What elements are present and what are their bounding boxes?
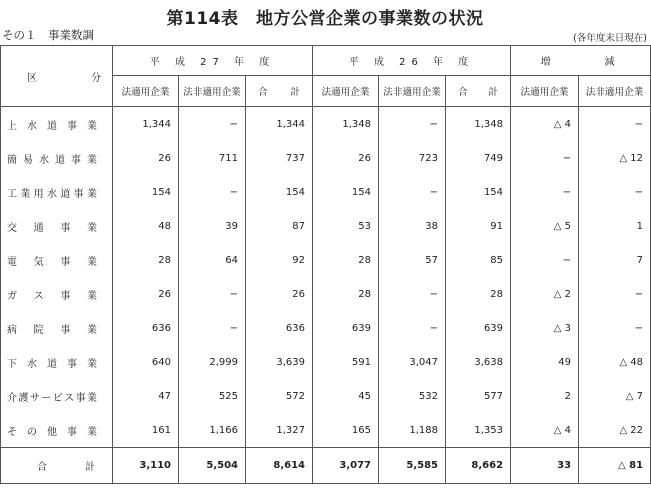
value-cell: 577	[446, 379, 511, 413]
value-cell: 8,662	[446, 448, 511, 484]
row-category: 工業用水道事業	[1, 175, 113, 209]
value-cell: 28	[313, 277, 379, 311]
value-cell: 154	[246, 175, 313, 209]
value-cell: −	[511, 141, 579, 175]
value-cell: 47	[113, 379, 179, 413]
unit-note: (各年度末日現在)	[573, 33, 647, 44]
fy27-total-header: 合 計	[246, 76, 313, 107]
row-category: ガス事業	[1, 277, 113, 311]
table-row	[1, 345, 651, 379]
value-cell: 161	[113, 413, 179, 448]
value-cell: 591	[313, 345, 379, 379]
value-cell: 154	[313, 175, 379, 209]
table-subtitle: その１ 事業数調	[2, 28, 94, 42]
value-cell: 1,344	[246, 107, 313, 142]
category-header: 区 分	[1, 46, 113, 107]
value-cell: 85	[446, 243, 511, 277]
value-cell: △ 7	[579, 379, 651, 413]
value-cell: 26	[113, 277, 179, 311]
value-cell: △ 4	[511, 107, 579, 142]
value-cell: 7	[579, 243, 651, 277]
value-cell: 2	[511, 379, 579, 413]
value-cell: 572	[246, 379, 313, 413]
value-cell: 49	[511, 345, 579, 379]
value-cell: 48	[113, 209, 179, 243]
total-row	[1, 448, 651, 484]
value-cell: −	[379, 107, 446, 142]
value-cell: −	[179, 175, 246, 209]
value-cell: 28	[313, 243, 379, 277]
table-row	[1, 413, 651, 448]
value-cell: −	[579, 175, 651, 209]
table-row	[1, 311, 651, 345]
value-cell: 636	[246, 311, 313, 345]
value-cell: 91	[446, 209, 511, 243]
value-cell: −	[379, 277, 446, 311]
value-cell: 737	[246, 141, 313, 175]
value-cell: 3,047	[379, 345, 446, 379]
change-applied-header: 法適用企業	[511, 76, 579, 107]
value-cell: −	[579, 107, 651, 142]
table-body	[1, 107, 651, 484]
table-row	[1, 277, 651, 311]
value-cell: −	[379, 311, 446, 345]
value-cell: 2,999	[179, 345, 246, 379]
value-cell: △ 48	[579, 345, 651, 379]
value-cell: 1,348	[446, 107, 511, 142]
value-cell: 154	[113, 175, 179, 209]
value-cell: 1	[579, 209, 651, 243]
value-cell: 28	[446, 277, 511, 311]
value-cell: 636	[113, 311, 179, 345]
value-cell: 87	[246, 209, 313, 243]
value-cell: 525	[179, 379, 246, 413]
value-cell: △ 4	[511, 413, 579, 448]
table-row	[1, 209, 651, 243]
value-cell: △ 81	[579, 448, 651, 484]
value-cell: 1,188	[379, 413, 446, 448]
value-cell: −	[511, 175, 579, 209]
value-cell: 26	[113, 141, 179, 175]
value-cell: 5,504	[179, 448, 246, 484]
value-cell: −	[179, 107, 246, 142]
value-cell: 1,348	[313, 107, 379, 142]
row-category: 介護サービス事業	[1, 379, 113, 413]
value-cell: 1,344	[113, 107, 179, 142]
row-category: 電気事業	[1, 243, 113, 277]
row-category: その他事業	[1, 413, 113, 448]
value-cell: 639	[446, 311, 511, 345]
fy27-header: 平 成 27 年 度	[113, 46, 313, 76]
table-row	[1, 141, 651, 175]
value-cell: 532	[379, 379, 446, 413]
value-cell: 154	[446, 175, 511, 209]
value-cell: 165	[313, 413, 379, 448]
value-cell: 749	[446, 141, 511, 175]
value-cell: 3,639	[246, 345, 313, 379]
value-cell: 26	[246, 277, 313, 311]
value-cell: −	[179, 277, 246, 311]
fy27-applied-header: 法適用企業	[113, 76, 179, 107]
value-cell: 45	[313, 379, 379, 413]
business-count-table	[0, 45, 651, 484]
value-cell: −	[579, 311, 651, 345]
value-cell: 3,077	[313, 448, 379, 484]
value-cell: △ 22	[579, 413, 651, 448]
page-title: 第114表 地方公営企業の事業数の状況	[166, 9, 484, 29]
value-cell: 28	[113, 243, 179, 277]
change-header: 増 減	[511, 46, 651, 76]
value-cell: 3,638	[446, 345, 511, 379]
table-row	[1, 243, 651, 277]
value-cell: 53	[313, 209, 379, 243]
value-cell: 723	[379, 141, 446, 175]
value-cell: △ 2	[511, 277, 579, 311]
fy26-total-header: 合 計	[446, 76, 511, 107]
row-category: 上水道事業	[1, 107, 113, 142]
value-cell: 33	[511, 448, 579, 484]
fy27-non-applied-header: 法非適用企業	[179, 76, 246, 107]
table-row	[1, 379, 651, 413]
change-non-applied-header: 法非適用企業	[579, 76, 651, 107]
fy26-non-applied-header: 法非適用企業	[379, 76, 446, 107]
row-category: 病院事業	[1, 311, 113, 345]
row-category: 交通事業	[1, 209, 113, 243]
value-cell: 5,585	[379, 448, 446, 484]
table-row	[1, 107, 651, 142]
fy26-header: 平 成 26 年 度	[313, 46, 511, 76]
fy26-applied-header: 法適用企業	[313, 76, 379, 107]
value-cell: 1,353	[446, 413, 511, 448]
value-cell: △ 5	[511, 209, 579, 243]
value-cell: 711	[179, 141, 246, 175]
value-cell: 640	[113, 345, 179, 379]
value-cell: 639	[313, 311, 379, 345]
row-category: 合計	[1, 448, 113, 484]
row-category: 下水道事業	[1, 345, 113, 379]
value-cell: 38	[379, 209, 446, 243]
value-cell: 26	[313, 141, 379, 175]
row-category: 簡易水道事業	[1, 141, 113, 175]
value-cell: 39	[179, 209, 246, 243]
value-cell: △ 12	[579, 141, 651, 175]
value-cell: 1,166	[179, 413, 246, 448]
value-cell: 57	[379, 243, 446, 277]
value-cell: −	[579, 277, 651, 311]
value-cell: 3,110	[113, 448, 179, 484]
value-cell: 8,614	[246, 448, 313, 484]
value-cell: −	[511, 243, 579, 277]
value-cell: 64	[179, 243, 246, 277]
value-cell: △ 3	[511, 311, 579, 345]
value-cell: −	[179, 311, 246, 345]
value-cell: −	[379, 175, 446, 209]
value-cell: 92	[246, 243, 313, 277]
table-row	[1, 175, 651, 209]
value-cell: 1,327	[246, 413, 313, 448]
